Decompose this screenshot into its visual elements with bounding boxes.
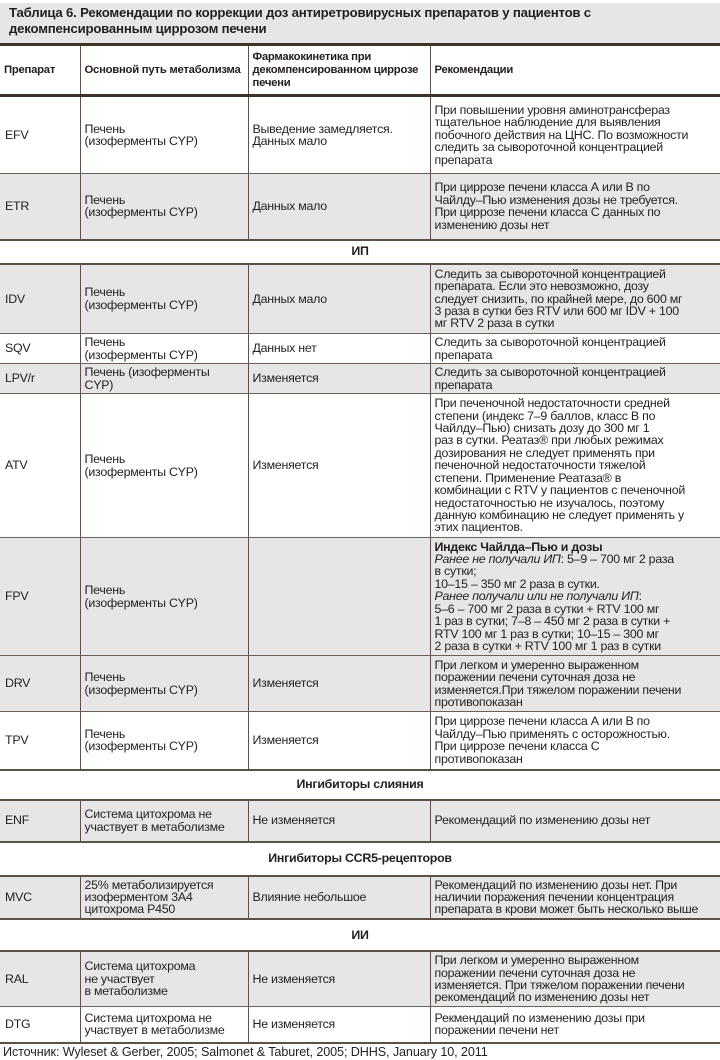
rec-line: рекомендаций по изменению дозы нет xyxy=(434,990,650,1005)
metabolism-line: изоферментом 3А4 xyxy=(84,889,193,904)
dose-recommendations-table xyxy=(0,43,720,1044)
drug-cell: LPV/r xyxy=(0,364,80,394)
table-row xyxy=(0,174,720,240)
table-row xyxy=(0,951,720,1007)
rec-line: При циррозе печени класса А или В по xyxy=(434,180,650,195)
rec-line: наличии поражения печении концентрация xyxy=(434,889,674,904)
drug-cell: MVC xyxy=(0,876,80,919)
rec-line: При повышении уровня аминотрансфераз xyxy=(434,102,670,117)
metabolism-line: Печень xyxy=(84,335,126,350)
metabolism-line: 25% метаболизируется xyxy=(84,877,214,892)
metabolism-line: Система цитохрома не xyxy=(84,1011,212,1026)
rec-line: 5–6 – 700 мг 2 раза в сутки + RTV 100 мг xyxy=(434,601,660,616)
metabolism-cell xyxy=(80,1007,248,1043)
rec-line: При циррозе печени класса А или В по xyxy=(434,714,650,729)
rec-line: изменяется.При тяжелом поражении печени xyxy=(434,682,682,697)
pk-cell xyxy=(248,96,430,174)
metabolism-line: (изоферменты CYP) xyxy=(84,347,198,362)
rec-line: 10–15 – 350 мг 2 раза в сутки. xyxy=(434,576,600,591)
recommendation-cell xyxy=(430,1007,720,1043)
pk-cell: Не изменяется xyxy=(248,1007,430,1043)
pk-cell: Не изменяется xyxy=(248,800,430,842)
rec-line: При легком и умеренно выраженном xyxy=(434,953,639,968)
metabolism-cell xyxy=(80,364,248,394)
pk-cell: Данных мало xyxy=(248,174,430,240)
rec-line: 1 раз в сутки; 7–8 – 450 мг 2 раза в сутки + xyxy=(434,614,671,629)
rec-label-naive: Ранее не получали ИП xyxy=(434,552,561,567)
rec-line: печеночной недостаточности тяжелой xyxy=(434,458,646,473)
rec-line: Чайлду–Пью применять с осторожностью. xyxy=(434,726,670,741)
rec-line: степени. Применение Реатаза® в xyxy=(434,470,622,485)
table-row xyxy=(0,876,720,919)
rec-line: противопоказан xyxy=(434,751,523,766)
metabolism-cell xyxy=(80,876,248,919)
rec-line: побочного действия на ЦНС. По возможности xyxy=(434,127,689,142)
pk-line: Данных мало xyxy=(252,134,327,148)
metabolism-cell xyxy=(80,538,248,656)
drug-cell: ETR xyxy=(0,174,80,240)
source-footnote: Источник: Wyleset & Gerber, 2005; Salmonet & Taburet, 2005; DHHS, January 10, 2011 xyxy=(3,1044,488,1059)
drug-cell: SQV xyxy=(0,334,80,364)
rec-line: 2 раза в сутки + RTV 100 мг 1 раз в сутки xyxy=(434,638,661,653)
rec-line: препарата. Если это невозможно, дозу xyxy=(434,279,649,294)
table-row xyxy=(0,334,720,364)
section-heading-row xyxy=(0,240,720,264)
drug-cell: TPV xyxy=(0,712,80,770)
rec-line: Следить за сывороточной концентрацией xyxy=(434,266,666,281)
rec-line: изменяется. При тяжелом поражении печени xyxy=(434,977,685,992)
section-heading-ccr5: Ингибиторы CCR5-рецепторов xyxy=(0,842,720,876)
section-heading-pi: ИП xyxy=(0,240,720,264)
drug-cell: DTG xyxy=(0,1007,80,1043)
table-row xyxy=(0,800,720,842)
recommendation-cell xyxy=(430,264,720,334)
recommendation-cell xyxy=(430,96,720,174)
pk-cell: Данных нет xyxy=(248,334,430,364)
metabolism-cell xyxy=(80,800,248,842)
rec-line: Чайлду–Пью) снизать дозу до 300 мг 1 xyxy=(434,421,650,436)
pk-cell: Изменяется xyxy=(248,394,430,538)
rec-heading: Индекс Чайлда–Пью и дозы xyxy=(434,539,603,554)
drug-cell: ATV xyxy=(0,394,80,538)
table-row xyxy=(0,394,720,538)
table-row xyxy=(0,96,720,174)
rec-line: данную комбинацию не следует применять у xyxy=(434,507,684,522)
recommendation-cell xyxy=(430,364,720,394)
metabolism-line: Печень xyxy=(84,121,126,136)
metabolism-cell xyxy=(80,334,248,364)
drug-cell: FPV xyxy=(0,538,80,656)
pk-cell: Данных мало xyxy=(248,264,430,334)
rec-line: препарата в крови может быть несколько выше xyxy=(434,902,699,917)
recommendation-cell xyxy=(430,656,720,712)
table-title: Таблица 6. Рекомендации по коррекции доз антиретровирусных препаратов у пациентов с декомпенсированным циррозом печени xyxy=(9,5,591,36)
section-heading-row xyxy=(0,770,720,800)
table-row xyxy=(0,538,720,656)
metabolism-line: Печень (изоферменты xyxy=(84,365,210,380)
rec-line: RTV 100 мг 1 раз в сутки; 10–15 – 300 мг xyxy=(434,626,659,641)
recommendation-cell xyxy=(430,334,720,364)
rec-line: изменению дозы нет xyxy=(434,217,550,232)
metabolism-line: (изоферменты CYP) xyxy=(84,682,198,697)
header-row xyxy=(0,45,720,96)
pk-cell: Не изменяется xyxy=(248,951,430,1007)
metabolism-cell xyxy=(80,264,248,334)
section-heading-row xyxy=(0,919,720,951)
rec-line: Чайлду–Пью изменения дозы не требуется. xyxy=(434,192,678,207)
drug-cell: ENF xyxy=(0,800,80,842)
metabolism-cell xyxy=(80,394,248,538)
rec-line: степени (индекс 7–9 баллов, класс В по xyxy=(434,408,656,423)
recommendation-cell xyxy=(430,538,720,656)
metabolism-line: (изоферменты CYP) xyxy=(84,595,198,610)
rec-line: следует снизить, по крайней мере, до 600 мг xyxy=(434,291,683,306)
rec-line: При циррозе печени класса С данных по xyxy=(434,205,661,220)
header-metabolism: Основной путь метаболизма xyxy=(80,45,248,96)
rec-line: поражении печени нет xyxy=(434,1023,559,1038)
rec-line: Следить за сывороточной концентрацией xyxy=(434,335,666,350)
drug-cell: DRV xyxy=(0,656,80,712)
table-row xyxy=(0,264,720,334)
metabolism-cell xyxy=(80,96,248,174)
header-pharmacokinetics: Фармакокинетика при декомпенсированном циррозе печени xyxy=(248,45,430,96)
metabolism-line: Система цитохрома xyxy=(84,959,196,974)
table-row xyxy=(0,712,720,770)
metabolism-cell xyxy=(80,174,248,240)
rec-line: : xyxy=(638,589,642,604)
rec-line: 3 раза в сутки без RTV или 600 мг IDV + 100 xyxy=(434,303,679,318)
metabolism-line: в метаболизме xyxy=(84,984,168,999)
drug-cell: EFV xyxy=(0,96,80,174)
rec-line: поражении печени суточная доза не xyxy=(434,965,636,980)
rec-line: следить за сывороточной концентрацией xyxy=(434,140,663,155)
metabolism-line: цитохрома Р450 xyxy=(84,902,176,917)
rec-line: Следить за сывороточной концентрацией xyxy=(434,365,666,380)
pk-cell xyxy=(248,538,430,656)
rec-line: дозирования не следует применять при xyxy=(434,445,655,460)
recommendation-cell: Рекомендаций по изменению дозы нет xyxy=(430,800,720,842)
rec-line: этих пациентов. xyxy=(434,520,523,535)
rec-label-experienced: Ранее получали или не получали ИП xyxy=(434,589,639,604)
section-heading-ii: ИИ xyxy=(0,919,720,951)
rec-line: Рекмендаций по изменению дозы при xyxy=(434,1011,645,1026)
rec-line: препарата xyxy=(434,377,493,392)
rec-line: При легком и умеренно выраженном xyxy=(434,657,639,672)
metabolism-line: Печень xyxy=(84,192,126,207)
table-row xyxy=(0,1007,720,1043)
recommendation-cell xyxy=(430,951,720,1007)
recommendation-cell xyxy=(430,712,720,770)
drug-cell: RAL xyxy=(0,951,80,1007)
rec-line: Рекомендаций по изменению дозы нет. При xyxy=(434,877,678,892)
metabolism-line: Печень xyxy=(84,726,126,741)
pk-cell: Влияние небольшое xyxy=(248,876,430,919)
rec-line: в сутки; xyxy=(434,564,477,579)
metabolism-line: CYP) xyxy=(84,377,114,392)
table-row xyxy=(0,364,720,394)
drug-cell: IDV xyxy=(0,264,80,334)
metabolism-line: (изоферменты CYP) xyxy=(84,464,198,479)
header-recommendations: Рекомендации xyxy=(430,45,720,96)
metabolism-line: (изоферменты CYP) xyxy=(84,297,198,312)
recommendation-cell xyxy=(430,174,720,240)
rec-line: противопоказан xyxy=(434,694,523,709)
rec-line: препарата xyxy=(434,152,493,167)
metabolism-line: Печень xyxy=(84,670,126,685)
pk-cell: Изменяется xyxy=(248,656,430,712)
rec-line: поражении печени суточная доза не xyxy=(434,670,636,685)
metabolism-line: участвует в метаболизме xyxy=(84,819,225,834)
pk-cell: Изменяется xyxy=(248,364,430,394)
rec-line: комбинации с RTV у пациентов с печеночной xyxy=(434,483,686,498)
metabolism-line: (изоферменты CYP) xyxy=(84,205,198,220)
rec-line: недостаточностью не изучалось, поэтому xyxy=(434,495,665,510)
recommendation-cell xyxy=(430,394,720,538)
rec-line: : 5–9 – 700 мг 2 раза xyxy=(560,552,674,567)
pk-line: Выведение замедляется. xyxy=(252,121,393,136)
metabolism-cell xyxy=(80,656,248,712)
metabolism-line: Система цитохрома не xyxy=(84,807,212,822)
section-heading-fusion: Ингибиторы слияния xyxy=(0,770,720,800)
section-heading-row xyxy=(0,842,720,876)
rec-line: При циррозе печени класса С xyxy=(434,739,600,754)
rec-line: мг RTV 2 раза в сутки xyxy=(434,316,555,331)
metabolism-line: Печень xyxy=(84,452,126,467)
metabolism-line: не участвует xyxy=(84,971,155,986)
recommendation-cell xyxy=(430,876,720,919)
rec-line: тщательное наблюдение для выявления xyxy=(434,115,661,130)
header-drug: Препарат xyxy=(0,45,80,96)
metabolism-cell xyxy=(80,712,248,770)
metabolism-line: Печень xyxy=(84,285,126,300)
rec-line: препарата xyxy=(434,347,493,362)
rec-line: раз в сутки. Реатаз® при любых режимах xyxy=(434,433,664,448)
metabolism-line: Печень xyxy=(84,583,126,598)
table-row xyxy=(0,656,720,712)
metabolism-line: (изоферменты CYP) xyxy=(84,134,198,148)
metabolism-cell xyxy=(80,951,248,1007)
pk-cell: Изменяется xyxy=(248,712,430,770)
table-caption xyxy=(0,3,720,43)
rec-line: При печеночной недостаточности средней xyxy=(434,396,670,411)
metabolism-line: участвует в метаболизме xyxy=(84,1023,225,1038)
metabolism-line: (изоферменты CYP) xyxy=(84,739,198,754)
